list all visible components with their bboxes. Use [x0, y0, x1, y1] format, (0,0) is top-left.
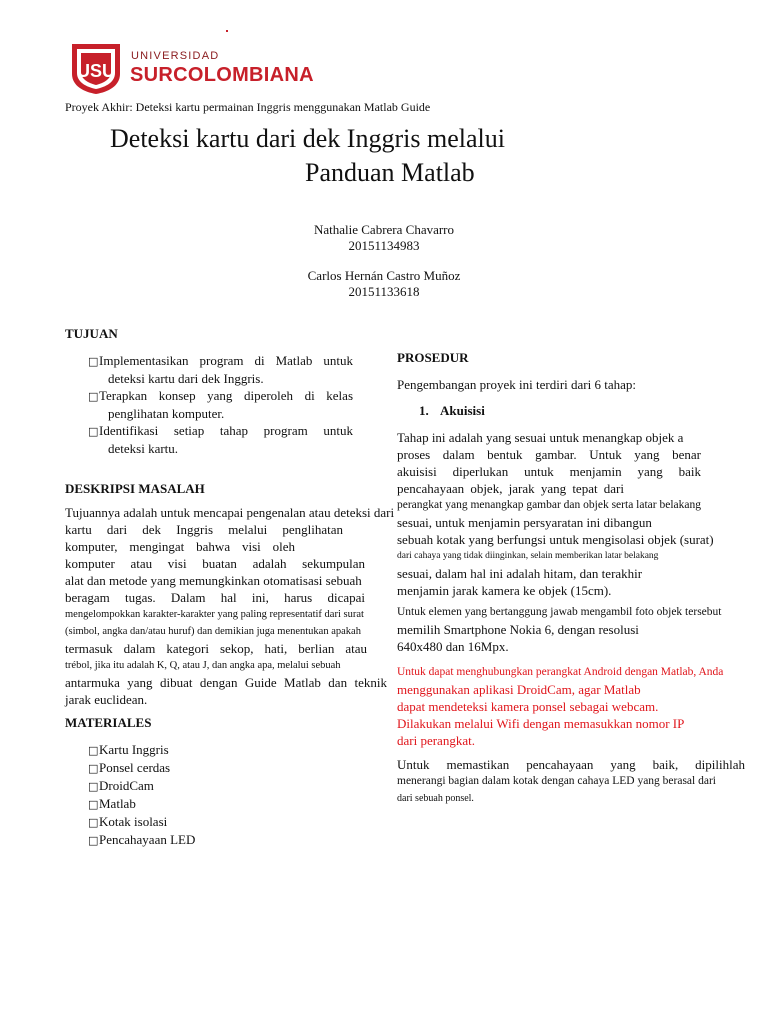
bullet-icon: □	[88, 390, 99, 403]
tujuan-list	[88, 352, 353, 457]
author-id: 20151133618	[348, 284, 420, 299]
bullet-icon: □	[88, 834, 99, 847]
bullet-icon: □	[88, 425, 99, 438]
bullet-icon: □	[88, 355, 99, 368]
title-line-1: Deteksi kartu dari dek Inggris melalui	[110, 124, 505, 153]
deskripsi-paragraph: Tujuannya adalah untuk mencapai pengenalan atau deteksi dari kartu dari dek Inggris melalui penglihatan komputer, mengingat bahwa visi oleh komputer atau visi buatan adalah sekumpulan alat dan metode yang memungkinkan otomatisasi sebuah beragam tugas. Dalam hal ini, harus dicapai mengelompokkan karakter-karakter yang paling representatif dari surat (simbol, angka dan/atau huruf) dan demikian juga menentukan apakah termasuk dalam kategori sekop, hati, berlian atau trébol, jika itu adalah K, Q, atau J, dan angka apa, melalui sebuah antarmuka yang dibuat dengan Guide Matlab dan teknik jarak euclidean.	[65, 505, 395, 707]
prosedur-intro: Pengembangan proyek ini terdiri dari 6 tahap:	[397, 377, 636, 392]
bullet-icon: □	[88, 780, 99, 793]
bullet-icon: □	[88, 816, 99, 829]
title-line-2: Panduan Matlab	[305, 158, 475, 187]
list-item: □Kotak isolasi	[88, 814, 168, 829]
author-id: 20151134983	[348, 238, 420, 253]
list-item: □Matlab	[88, 796, 136, 811]
bullet-icon: □	[88, 798, 99, 811]
university-shield-icon	[68, 40, 124, 96]
author-1	[0, 222, 768, 254]
materiales-heading: MATERIALES	[65, 715, 152, 730]
list-item: □DroidCam	[88, 778, 154, 793]
prosedur-paragraph-2: Untuk elemen yang bertanggung jawab mengambil foto objek tersebut memilih Smartphone Nokia 6, dengan resolusi 640x480 dan 16Mpx.	[397, 606, 722, 654]
bullet-icon: □	[88, 762, 99, 775]
list-item: □Implementasikan program di Matlab untuk deteksi kartu dari dek Inggris.	[88, 353, 353, 386]
logo-line-2: SURCOLOMBIANA	[130, 64, 314, 86]
list-item: □Pencahayaan LED	[88, 832, 196, 847]
tujuan-heading: TUJUAN	[65, 326, 118, 341]
prosedur-paragraph-3: Untuk dapat menghubungkan perangkat Android dengan Matlab, Anda menggunakan aplikasi DroidCam, agar Matlab dapat mendeteksi kamera ponsel sebagai webcam. Dilakukan melalui Wifi dengan memasukkan nomor IP dari perangkat.	[397, 666, 724, 748]
prosedur-paragraph-1: Tahap ini adalah yang sesuai untuk menangkap objek a proses dalam bentuk gambar. Untuk yang benar akuisisi diperlukan untuk menjamin yang baik pencahayaan objek, jarak yang tepat dari perangkat yang menangkap gambar dan objek serta latar belakang sesuai, untuk menjamin persyaratan ini dibangun sebuah kotak yang berfungsi untuk mengisolasi objek (surat) dari cahaya yang tidak diinginkan, selain memberikan latar belakang sesuai, dalam hal ini adalah hitam, dan terakhir menjamin jarak kamera ke objek (15cm).	[397, 430, 714, 598]
list-item: □Ponsel cerdas	[88, 760, 171, 775]
list-item: □Identifikasi setiap tahap program untuk deteksi kartu.	[88, 423, 353, 456]
prosedur-heading: PROSEDUR	[397, 350, 469, 365]
author-name: Carlos Hernán Castro Muñoz	[307, 268, 461, 283]
logo-line-1: UNIVERSIDAD	[131, 50, 220, 62]
document-header: Proyek Akhir: Deteksi kartu permainan Inggris menggunakan Matlab Guide	[65, 100, 431, 114]
list-item: □Kartu Inggris	[88, 742, 169, 757]
bullet-icon: □	[88, 744, 99, 757]
shield-monogram: USU	[76, 61, 116, 81]
author-name: Nathalie Cabrera Chavarro	[313, 222, 455, 237]
step-number: 1.	[419, 403, 429, 418]
decorative-dot	[226, 30, 228, 32]
step-title	[419, 403, 485, 419]
author-2	[0, 268, 768, 300]
list-item: □Terapkan konsep yang diperoleh di kelas penglihatan komputer.	[88, 388, 353, 421]
prosedur-paragraph-4: Untuk memastikan pencahayaan yang baik, dipilihlah menerangi bagian dalam kotak dengan cahaya LED yang berasal dari dari sebuah ponsel.	[397, 757, 745, 804]
step-label: Akuisisi	[440, 403, 485, 418]
deskripsi-heading: DESKRIPSI MASALAH	[65, 481, 205, 496]
materiales-list	[88, 741, 195, 849]
